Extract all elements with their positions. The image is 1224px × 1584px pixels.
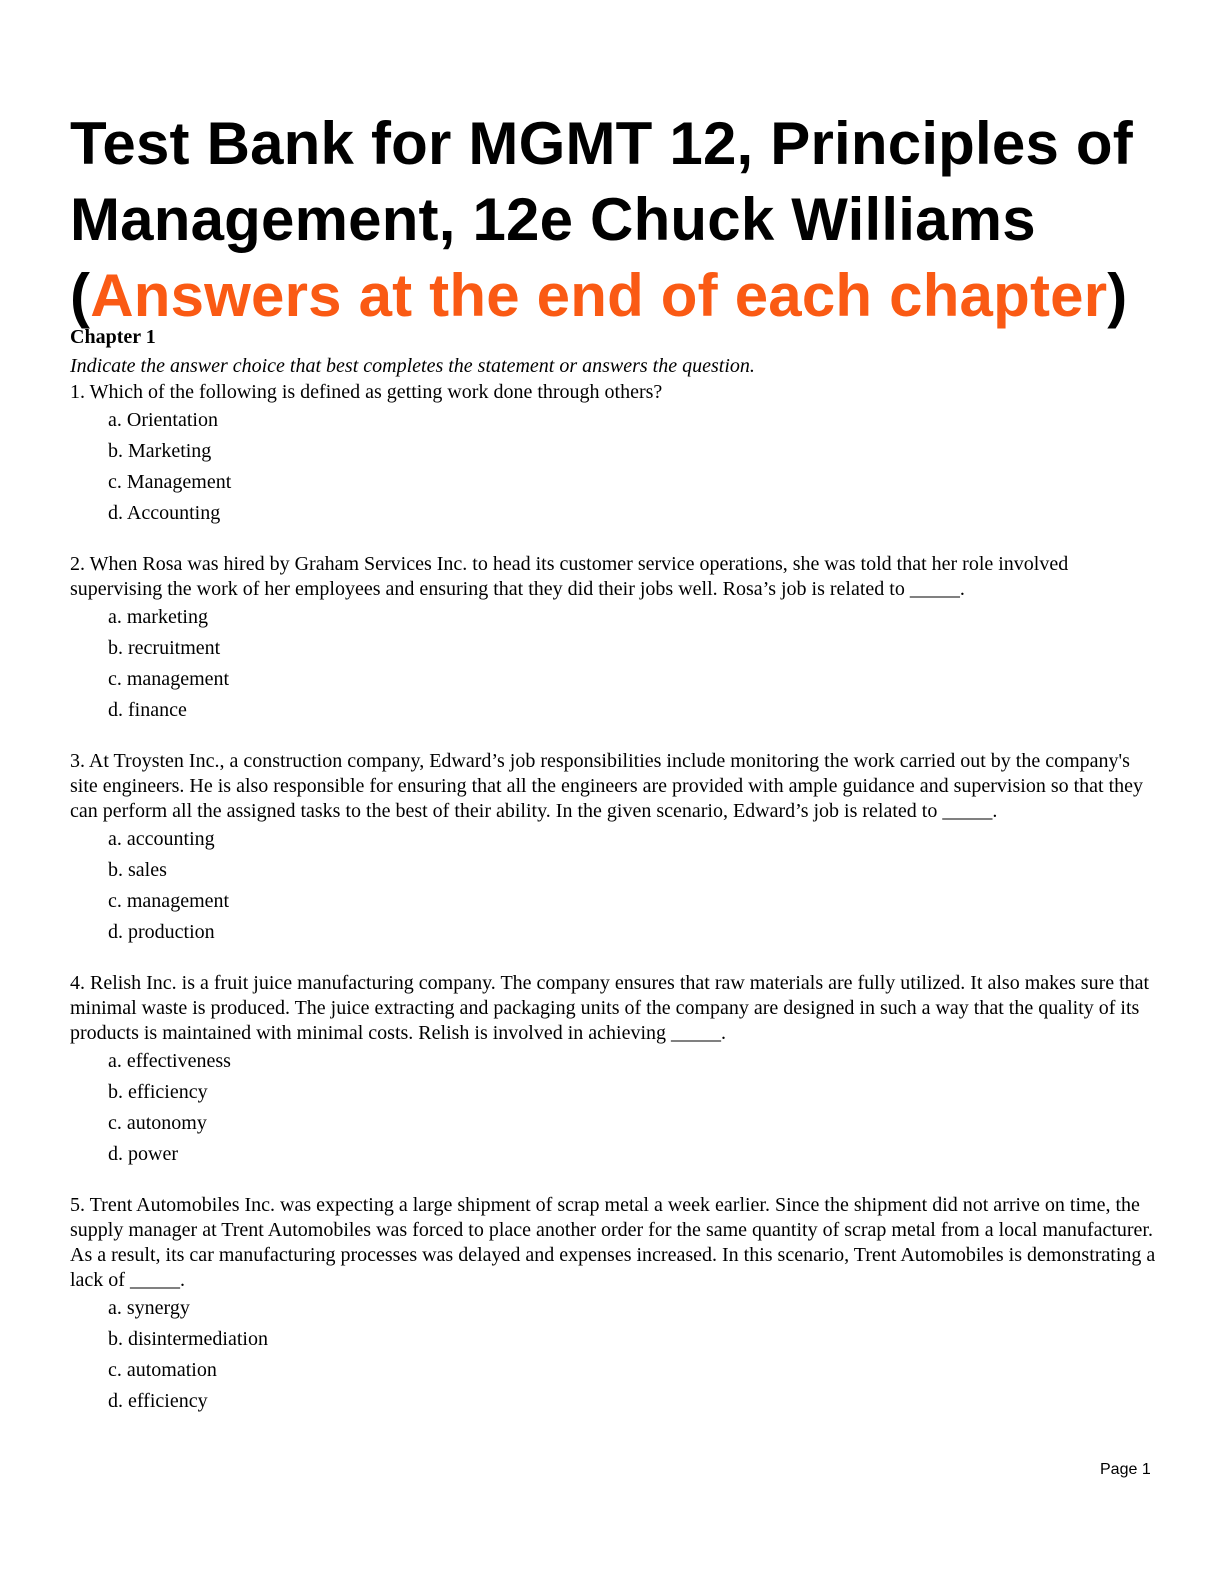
chapter-heading: Chapter 1 [70, 326, 156, 348]
question-1 [70, 380, 1160, 529]
answer-option: a. effectiveness [108, 1050, 231, 1072]
question-text: 2. When Rosa was hired by Graham Services Inc. to head its customer service operations, she was told that her role involved supervising the work of her employees and ensuring that they did their jobs well. Rosa’s job is related to _____. [70, 553, 1069, 600]
answer-option: c. management [108, 668, 230, 690]
question-text: 5. Trent Automobiles Inc. was expecting a large shipment of scrap metal a week earlier. Since the shipment did not arrive on time, the supply manager at Trent Automobiles was forced to place another order for the same quantity of scrap metal from a local manufacturer. As a result, its car manufacturing processes was delayed and expenses increased. In this scenario, Trent Automobiles is demonstrating a lack of _____. [70, 1194, 1156, 1291]
answer-option: b. Marketing [108, 440, 212, 462]
answer-option: a. Orientation [108, 409, 218, 431]
question-2 [70, 552, 1160, 726]
title-paren-close: ) [1107, 262, 1128, 329]
answer-option: d. finance [108, 699, 187, 721]
answer-option: d. Accounting [108, 502, 221, 524]
answer-option: b. recruitment [108, 637, 221, 659]
answer-options [70, 602, 1160, 726]
answer-option: b. efficiency [108, 1081, 208, 1103]
answer-option: d. production [108, 921, 215, 943]
answer-option: c. Management [108, 471, 232, 493]
answer-options [70, 1046, 1160, 1170]
answer-option: c. management [108, 890, 230, 912]
document-body [70, 322, 1160, 1417]
answer-option: d. efficiency [108, 1390, 208, 1412]
answer-option: a. synergy [108, 1297, 190, 1319]
instruction-text: Indicate the answer choice that best completes the statement or answers the question. [70, 355, 755, 377]
answer-options [70, 1293, 1160, 1417]
answer-option: d. power [108, 1143, 178, 1165]
question-text: 3. At Troysten Inc., a construction company, Edward’s job responsibilities include monitoring the work carried out by the company's site engineers. He is also responsible for ensuring that all the engineers are provided with ample guidance and supervision so that they can perform all the assigned tasks to the best of their ability. In the given scenario, Edward’s job is related to _____. [70, 750, 1144, 822]
answer-options [70, 824, 1160, 948]
page-number: Page 1 [1100, 1461, 1151, 1478]
question-5 [70, 1193, 1160, 1417]
question-text: 1. Which of the following is defined as getting work done through others? [70, 381, 663, 403]
answer-option: c. autonomy [108, 1112, 207, 1134]
title-answers-note: Answers at the end of each chapter [90, 262, 1108, 329]
question-4 [70, 971, 1160, 1170]
title-line-2: Management, 12e Chuck Williams [70, 186, 1036, 253]
answer-options [70, 405, 1160, 529]
document-title [70, 106, 1180, 334]
answer-option: b. disintermediation [108, 1328, 268, 1350]
answer-option: b. sales [108, 859, 167, 881]
question-3 [70, 749, 1160, 948]
question-text: 4. Relish Inc. is a fruit juice manufacturing company. The company ensures that raw materials are fully utilized. It also makes sure that minimal waste is produced. The juice extracting and packaging units of the company are designed in such a way that the quality of its products is maintained with minimal costs. Relish is involved in achieving _____. [70, 972, 1150, 1044]
title-paren-open: ( [70, 262, 91, 329]
answer-option: a. accounting [108, 828, 215, 850]
title-line-1: Test Bank for MGMT 12, Principles of [70, 110, 1133, 177]
answer-option: c. automation [108, 1359, 217, 1381]
answer-option: a. marketing [108, 606, 208, 628]
